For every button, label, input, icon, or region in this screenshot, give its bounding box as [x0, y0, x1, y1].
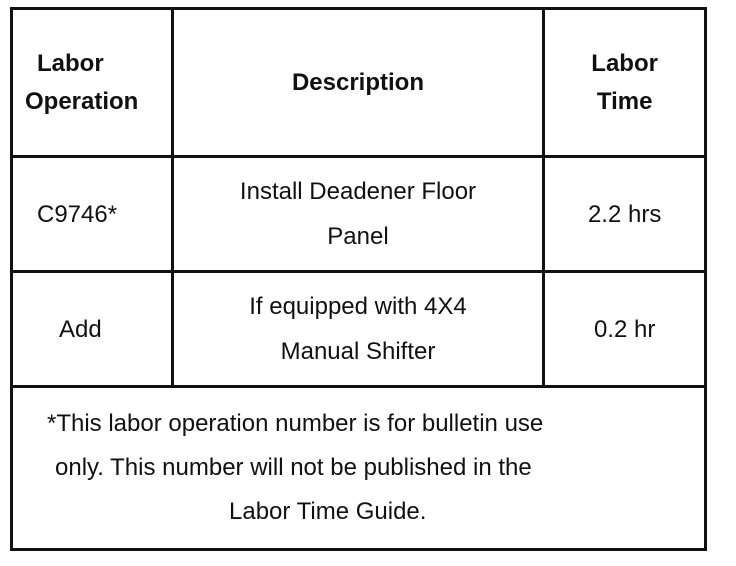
operation-code: Add — [12, 272, 173, 387]
footnote-line3: Labor Time Guide. — [229, 498, 427, 525]
operation-code: C9746* — [12, 157, 173, 272]
footnote-line1: *This labor operation number is for bulletin use — [47, 410, 544, 437]
table-row — [12, 157, 706, 272]
header-description: Description — [172, 9, 544, 157]
footnote-text — [13, 402, 704, 534]
table-header-row — [12, 9, 706, 157]
footnote-cell — [12, 387, 706, 550]
description-line2: Panel — [327, 223, 389, 250]
labor-operation-table — [10, 7, 707, 551]
operation-time: 0.2 hr — [544, 272, 706, 387]
operation-time: 2.2 hrs — [544, 157, 706, 272]
description-line1: Install Deadener Floor — [239, 178, 477, 205]
header-labor-time-line1: Labor — [591, 49, 658, 77]
operation-description — [172, 272, 544, 387]
footnote-row — [12, 387, 706, 550]
description-line1: If equipped with 4X4 — [249, 293, 467, 320]
header-labor-operation-line1: Labor — [37, 49, 104, 77]
header-labor-time — [544, 9, 706, 157]
footnote-line2: only. This number will not be published in the — [55, 454, 532, 481]
header-labor-operation-line2: Operation — [25, 87, 139, 115]
header-labor-time-line2: Time — [596, 87, 653, 115]
header-labor-operation — [12, 9, 173, 157]
description-line2: Manual Shifter — [280, 338, 436, 365]
table-row — [12, 272, 706, 387]
operation-description — [172, 157, 544, 272]
